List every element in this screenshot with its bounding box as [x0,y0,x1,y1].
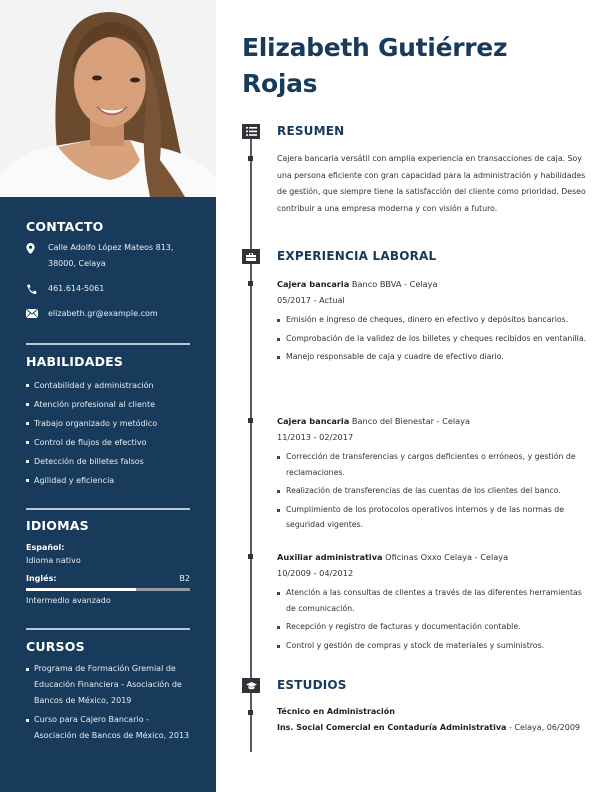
skill-item: Trabajo organizado y metódico [26,414,190,433]
skill-item: Contabilidad y administración [26,376,190,395]
job-role: Cajera bancaria [277,416,350,426]
job-entry [277,549,587,656]
contact-email [26,306,190,322]
courses-heading: CURSOS [26,639,85,654]
language-progress-bar [26,588,190,591]
timeline-line [250,135,252,752]
timeline-dot [248,554,253,559]
job-bullet: Cumplimiento de los protocolos operativos internos y de las normas de seguridad vigentes. [277,502,587,533]
job-role: Cajera bancaria [277,279,350,289]
job-bullet: Comprobación de la validez de los billetes y cheques recibidos en ventanilla. [277,331,587,347]
phone-number[interactable]: 461.614-5061 [48,284,105,293]
job-dates: 10/2009 - 04/2012 [277,568,354,578]
job-role: Auxiliar administrativa [277,552,383,562]
skill-item: Atención profesional al cliente [26,395,190,414]
language-level: Intermedio avanzado [26,596,111,605]
divider [26,343,190,345]
languages-heading: IDIOMAS [26,518,89,533]
summary-heading: RESUMEN [277,124,345,138]
skill-item: Agilidad y eficiencia [26,471,190,490]
job-bullet: Manejo responsable de caja y cuadre de efectivo diario. [277,349,587,365]
education-location-date: - Celaya, 06/2009 [506,722,580,732]
location-pin-icon [26,240,48,254]
timeline-dot [248,281,253,286]
language-progress-fill [26,588,136,591]
job-bullet: Corrección de transferencias y cargos deficientes o erróneos, y gestión de reclamaciones. [277,449,587,480]
education-degree: Técnico en Administración [277,707,395,716]
list-icon [242,124,260,139]
contact-heading: CONTACTO [26,219,104,234]
candidate-name: Elizabeth Gutiérrez Rojas [242,33,508,98]
job-dates: 05/2017 - Actual [277,295,345,305]
job-bullets [277,312,587,365]
job-bullet: Control y gestión de compras y stock de materiales y suministros. [277,638,587,654]
education-heading: ESTUDIOS [277,678,347,692]
timeline-dot [248,710,253,715]
portrait-photo [0,0,216,197]
address-line1: Calle Adolfo López Mateos 813, [48,243,174,252]
timeline-dot [248,418,253,423]
job-company: Oficinas Oxxo Celaya - Celaya [382,552,509,562]
job-company: Banco BBVA - Celaya [349,279,438,289]
graduation-cap-icon [242,678,260,693]
experience-heading: EXPERIENCIA LABORAL [277,249,437,263]
envelope-icon [26,306,48,318]
language-level: Idioma nativo [26,556,81,565]
job-bullets [277,449,587,533]
job-company: Banco del Bienestar - Celaya [349,416,471,426]
courses-list [26,661,190,744]
skill-item: Control de flujos de efectivo [26,433,190,452]
job-bullet: Atención a las consultas de clientes a través de las diferentes herramientas de comunicación. [277,585,587,616]
course-item: Curso para Cajero Bancario - Asociación de Bancos de México, 2013 [26,712,190,744]
skill-item: Detección de billetes falsos [26,452,190,471]
divider [26,508,190,510]
email-address[interactable]: elizabeth.gr@example.com [48,309,158,318]
course-item: Programa de Formación Gremial de Educación Financiera - Asociación de Bancos de México, 2019 [26,661,190,709]
timeline-dot [248,156,253,161]
job-entry [277,276,587,368]
job-bullet: Realización de transferencias de las cuentas de los clientes del banco. [277,483,587,499]
briefcase-icon [242,249,260,264]
sidebar-content [26,197,190,747]
contact-phone [26,281,190,297]
skills-list [26,376,190,490]
language-name: Español: [26,543,65,552]
language-english [26,572,190,608]
address-line2: 38000, Celaya [48,259,106,268]
sidebar [0,0,216,792]
job-bullet: Emisión e ingreso de cheques, dinero en efectivo y depósitos bancarios. [277,312,587,328]
summary-text: Cajera bancaria versátil con amplia experiencia en transacciones de caja. Soy una persona eficiente con gran capacidad para la administración y habilidades de gestión, que siempre tiene la satisfacción del cliente como prioridad. Deseo contribuir a una empresa moderna y con visión a futuro. [277,154,586,213]
language-name: Inglés: [26,574,57,583]
job-entry [277,413,587,536]
skills-heading: HABILIDADES [26,354,124,369]
job-bullets [277,585,587,653]
education-entry [277,704,587,735]
language-code: B2 [179,574,190,583]
contact-address [26,240,190,272]
profile-photo [0,0,216,197]
job-dates: 11/2013 - 02/2017 [277,432,354,442]
language-spanish [26,541,190,568]
education-school: Ins. Social Comercial en Contaduría Administrativa [277,722,507,732]
phone-icon [26,281,48,295]
job-bullet: Recepción y registro de facturas y documentación contable. [277,619,587,635]
divider [26,628,190,630]
